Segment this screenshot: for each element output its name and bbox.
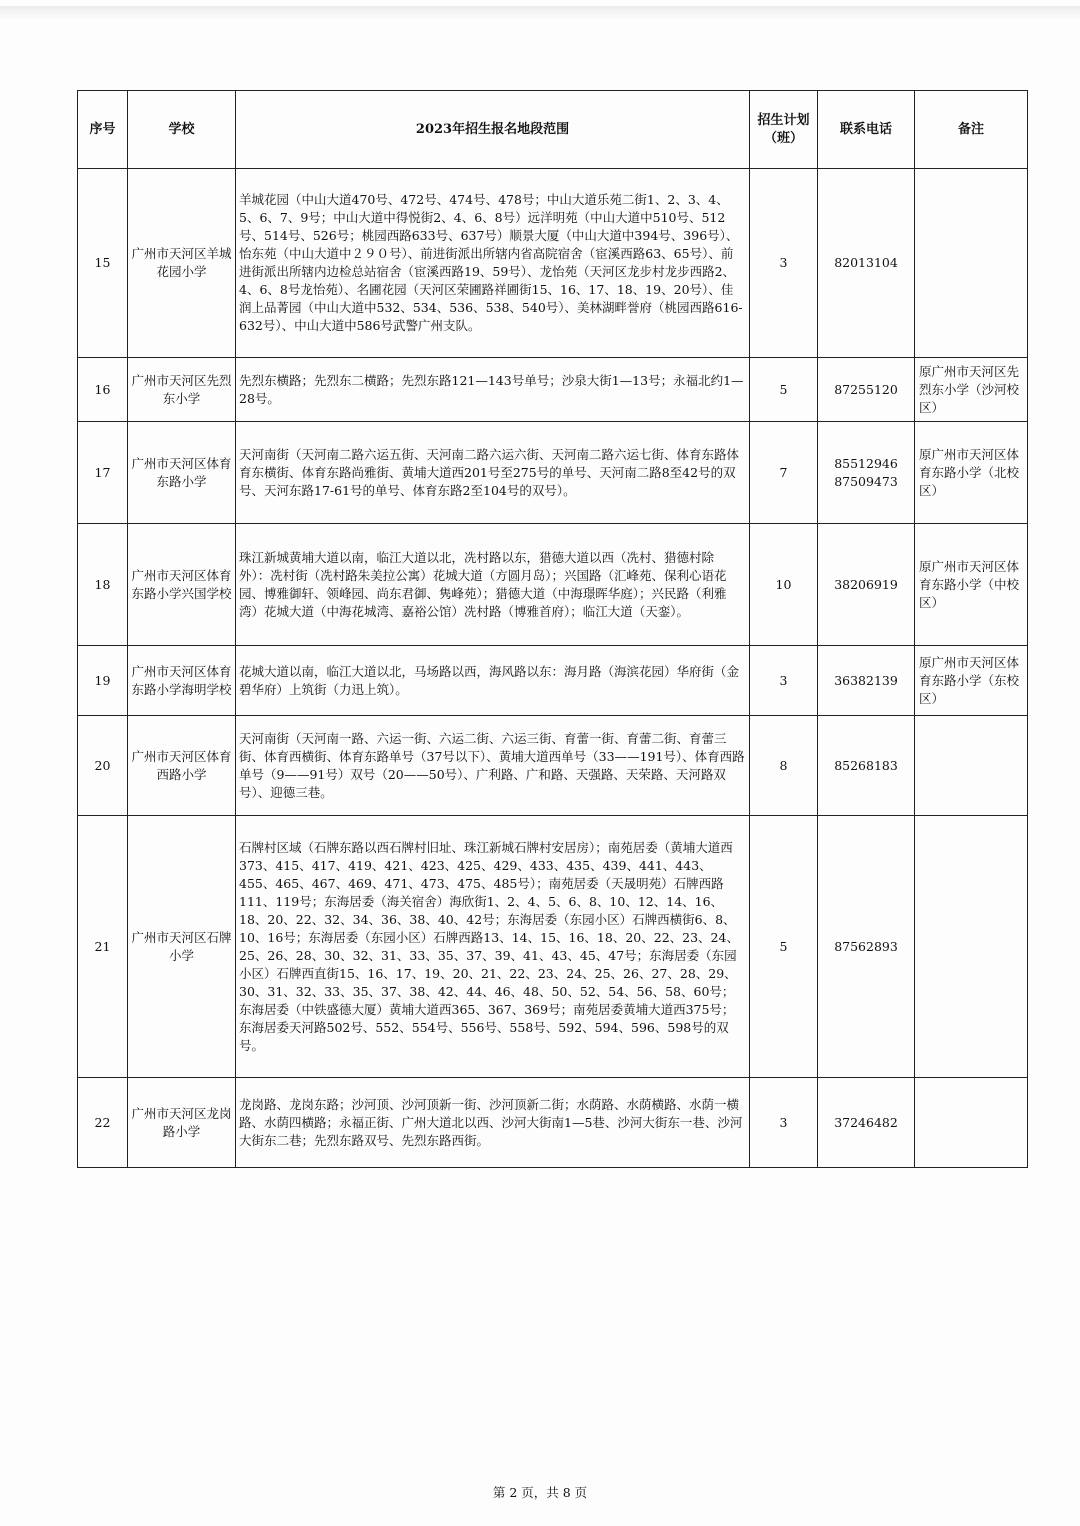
row-school: 广州市天河区石牌小学 [128,816,236,1078]
row-phone: 85512946 87509473 [818,422,915,524]
row-remark: 原广州市天河区体育东路小学（北校区） [915,422,1028,524]
enrollment-table [77,90,1028,1168]
row-index: 15 [78,169,128,358]
row-scope: 羊城花园（中山大道470号、472号、474号、478号；中山大道乐苑二街1、2、3、4、5、6、7、9号；中山大道中得悦街2、4、6、8号）远洋明苑（中山大道中510号、512号、514号、526号；桃园西路633号、637号）顺景大厦（中山大道中394号、396号）、怡东苑（中山大道中２９０号）、前进街派出所辖内省高院宿舍（宦溪西路63、65号）、前进街派出所辖内边检总站宿舍（宦溪西路19、59号）、龙怡苑（天河区龙步村龙步西路2、4、6、8号龙怡苑）、名圃花园（天河区荣圃路祥圃街15、16、17、18、19、20号）、佳润上品菁园（中山大道中532、534、536、538、540号）、美林湖畔誉府（桃园西路616-632号）、中山大道中586号武警广州支队。 [236,169,750,358]
header-phone: 联系电话 [818,91,915,169]
row-scope: 龙岗路、龙岗东路；沙河顶、沙河顶新一街、沙河顶新二街；水荫路、水荫横路、水荫一横路、水荫四横路；永福正街、广州大道北以西、沙河大街南1—5巷、沙河大街东一巷、沙河大街东二巷；先烈东路双号、先烈东路西街。 [236,1078,750,1168]
scan-shadow [0,6,1080,20]
row-plan: 3 [750,646,818,716]
table-row [78,524,1028,646]
table-row [78,816,1028,1078]
table-row [78,422,1028,524]
table-row [78,169,1028,358]
row-school: 广州市天河区体育东路小学海明学校 [128,646,236,716]
row-plan: 5 [750,816,818,1078]
row-phone: 85268183 [818,716,915,816]
row-phone: 87562893 [818,816,915,1078]
row-scope: 天河南街（天河南二路六运五街、天河南二路六运六街、天河南二路六运七街、体育东路体育东横街、体育东路尚雅街、黄埔大道西201号至275号的单号、天河南二路8至42号的双号、天河东路17-61号的单号、体育东路2至104号的双号）。 [236,422,750,524]
header-scope: 2023年招生报名地段范围 [236,91,750,169]
row-phone: 36382139 [818,646,915,716]
row-scope: 先烈东横路；先烈东二横路；先烈东路121—143号单号；沙泉大街1—13号；永福北约1—28号。 [236,358,750,422]
row-remark [915,169,1028,358]
row-phone: 87255120 [818,358,915,422]
row-school: 广州市天河区体育东路小学 [128,422,236,524]
row-plan: 3 [750,1078,818,1168]
table-row [78,646,1028,716]
row-index: 18 [78,524,128,646]
row-remark [915,716,1028,816]
row-school: 广州市天河区龙岗路小学 [128,1078,236,1168]
row-plan: 8 [750,716,818,816]
row-school: 广州市天河区先烈东小学 [128,358,236,422]
row-index: 19 [78,646,128,716]
header-remark: 备注 [915,91,1028,169]
page-footer: 第 2 页，共 8 页 [492,1485,588,1500]
row-index: 16 [78,358,128,422]
row-remark [915,816,1028,1078]
row-school: 广州市天河区体育东路小学兴国学校 [128,524,236,646]
row-school: 广州市天河区体育西路小学 [128,716,236,816]
row-remark: 原广州市天河区体育东路小学（东校区） [915,646,1028,716]
table-row [78,358,1028,422]
table-row [78,716,1028,816]
row-scope: 珠江新城黄埔大道以南，临江大道以北，冼村路以东，猎德大道以西（冼村、猎德村除外）：冼村街（冼村路朱美拉公寓）花城大道（方圆月岛）；兴国路（汇峰苑、保利心语花园、博雅御轩、领峰园、尚东君御、隽峰苑）；猎德大道（中海璟晖华庭）；兴民路（利雅湾）花城大道（中海花城湾、嘉裕公馆）冼村路（博雅首府）；临江大道（天銮）。 [236,524,750,646]
row-index: 22 [78,1078,128,1168]
row-plan: 7 [750,422,818,524]
row-school: 广州市天河区羊城花园小学 [128,169,236,358]
row-phone: 38206919 [818,524,915,646]
row-scope: 石牌村区域（石牌东路以西石牌村旧址、珠江新城石牌村安居房）；南苑居委（黄埔大道西373、415、417、419、421、423、425、429、433、435、439、441、443、455、465、467、469、471、473、475、485号）；南苑居委（天晟明苑）石牌西路111、119号；东海居委（海关宿舍）海欣街1、2、4、5、6、8、10、12、14、16、18、20、22、32、34、36、38、40、42号；东海居委（东园小区）石牌西横街6、8、10、16号；东海居委（东园小区）石牌西路13、14、15、16、18、20、22、23、24、25、26、28、30、32、31、33、35、37、39、41、43、45、47号；东海居委（东园小区）石牌西直街15、16、17、19、20、21、22、23、24、25、26、27、28、29、30、31、32、33、35、37、38、42、44、46、48、50、52、54、56、58、60号；东海居委（中铁盛德大厦）黄埔大道西365、367、369号；南苑居委黄埔大道西375号；东海居委天河路502号、552、554号、556号、558号、592、594、596、598号的双号。 [236,816,750,1078]
row-scope: 花城大道以南，临江大道以北，马场路以西，海风路以东：海月路（海滨花园）华府街（金碧华府）上筑街（力迅上筑）。 [236,646,750,716]
row-remark: 原广州市天河区体育东路小学（中校区） [915,524,1028,646]
row-plan: 3 [750,169,818,358]
row-index: 20 [78,716,128,816]
header-plan: 招生计划（班） [750,91,818,169]
table-row [78,1078,1028,1168]
table-header-row [78,91,1028,169]
row-plan: 5 [750,358,818,422]
row-index: 21 [78,816,128,1078]
row-index: 17 [78,422,128,524]
row-phone: 82013104 [818,169,915,358]
row-remark: 原广州市天河区先烈东小学（沙河校区） [915,358,1028,422]
row-plan: 10 [750,524,818,646]
header-school: 学校 [128,91,236,169]
row-remark [915,1078,1028,1168]
row-phone: 37246482 [818,1078,915,1168]
row-scope: 天河南街（天河南一路、六运一街、六运二街、六运三街、育蕾一街、育蕾二街、育蕾三街、体育西横街、体育东路单号（37号以下）、黄埔大道西单号（33——191号）、体育西路单号（9——91号）双号（20——50号）、广利路、广和路、天强路、天荣路、天河路双号）、迎德三巷。 [236,716,750,816]
header-index: 序号 [78,91,128,169]
